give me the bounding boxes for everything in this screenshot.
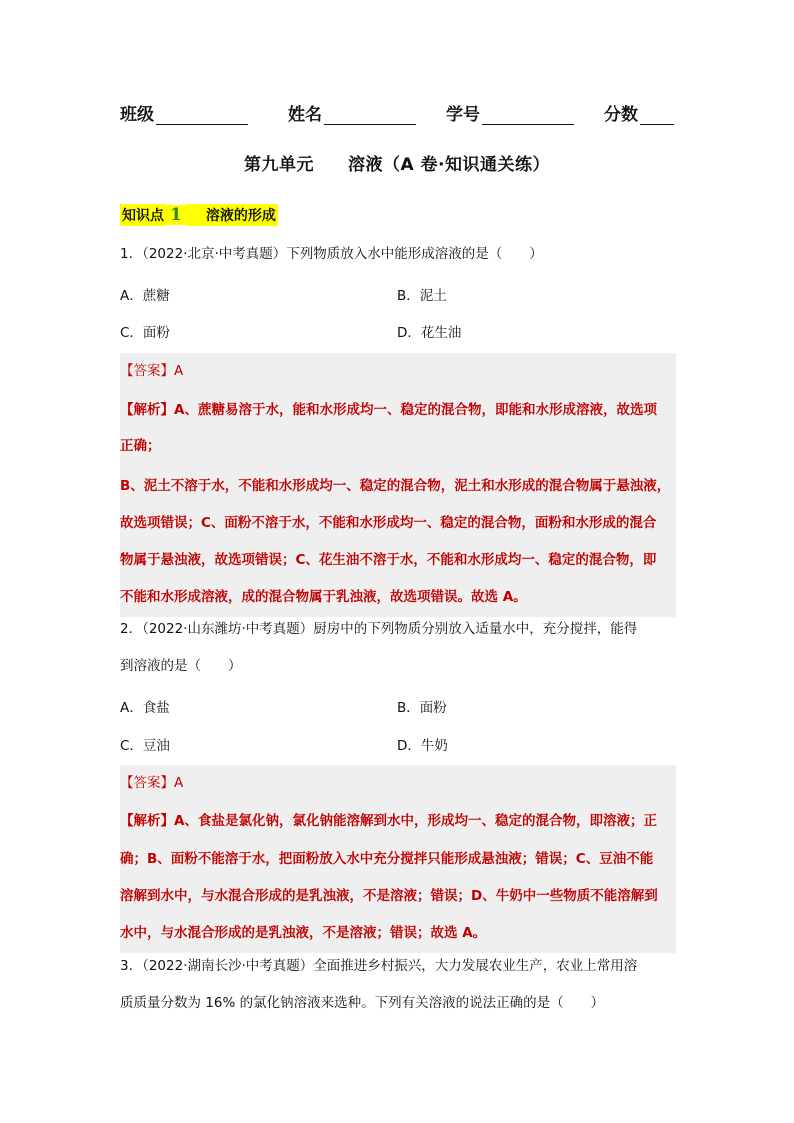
id-label: 学号 bbox=[446, 105, 480, 125]
section-heading bbox=[120, 204, 278, 226]
name-blank-line[interactable] bbox=[324, 104, 416, 125]
q1-option-c[interactable]: C．面粉 bbox=[120, 325, 170, 341]
id-field[interactable] bbox=[446, 100, 574, 125]
question-3-stem bbox=[120, 948, 680, 1022]
q1-analysis-line: 不能和水形成溶液，成的混合物属于乳浊液，故选项错误。故选 A。 bbox=[120, 589, 527, 605]
section-prefix: 知识点 bbox=[120, 204, 166, 226]
q1-analysis-line: 故选项错误；C、面粉不溶于水，不能和水形成均一、稳定的混合物，面粉和水形成的混合 bbox=[120, 515, 657, 531]
stem-line: 2．（2022·山东潍坊·中考真题）厨房中的下列物质分别放入适量水中，充分搅拌，能得 bbox=[120, 621, 638, 637]
q1-option-a[interactable]: A．蔗糖 bbox=[120, 288, 170, 304]
question-1-stem bbox=[120, 236, 680, 273]
q2-analysis-line: 溶解到水中，与水混合形成的是乳浊液，不是溶液；错误；D、牛奶中一些物质不能溶解到 bbox=[120, 888, 658, 904]
question-2-stem bbox=[120, 611, 680, 685]
q2-answer-box bbox=[120, 765, 676, 953]
q1-answer-box bbox=[120, 353, 676, 617]
document-title bbox=[0, 150, 794, 175]
class-blank-line[interactable] bbox=[156, 104, 248, 125]
id-blank-line[interactable] bbox=[482, 104, 574, 125]
name-field[interactable] bbox=[288, 100, 416, 125]
section-name: 溶液的形成 bbox=[204, 204, 278, 226]
q1-answer: 【答案】A bbox=[120, 363, 184, 379]
q2-analysis-line: 【解析】A、食盐是氯化钠，氯化钠能溶解到水中，形成均一、稳定的混合物，即溶液；正 bbox=[120, 813, 657, 829]
q2-answer: 【答案】A bbox=[120, 775, 184, 791]
score-label: 分数 bbox=[604, 105, 638, 125]
topic-title: 溶液（A 卷·知识通关练） bbox=[347, 155, 551, 175]
q1-analysis-line: 物属于悬浊液，故选项错误；C、花生油不溶于水，不能和水形成均一、稳定的混合物，即 bbox=[120, 552, 657, 568]
q1-analysis-line: 正确； bbox=[120, 438, 161, 454]
q2-analysis-line: 确；B、面粉不能溶于水，把面粉放入水中充分搅拌只能形成悬浊液；错误；C、豆油不能 bbox=[120, 851, 654, 867]
q1-option-b[interactable]: B．泥土 bbox=[397, 288, 447, 304]
score-field[interactable] bbox=[604, 100, 674, 125]
stem-line: 1．（2022·北京·中考真题）下列物质放入水中能形成溶液的是（ ） bbox=[120, 246, 543, 262]
stem-line: 3．（2022·湖南长沙·中考真题）全面推进乡村振兴，大力发展农业生产，农业上常用溶 bbox=[120, 958, 638, 974]
name-label: 姓名 bbox=[288, 105, 322, 125]
class-field[interactable] bbox=[120, 100, 248, 125]
student-info-row bbox=[120, 100, 680, 128]
unit-title: 第九单元 bbox=[243, 155, 314, 175]
q1-option-d[interactable]: D．花生油 bbox=[397, 325, 462, 341]
q1-analysis-line: B、泥土不溶于水，不能和水形成均一、稳定的混合物，泥土和水形成的混合物属于悬浊液， bbox=[120, 478, 671, 494]
section-number: 1 bbox=[166, 205, 186, 225]
q1-analysis-line: 【解析】A、蔗糖易溶于水，能和水形成均一、稳定的混合物，即能和水形成溶液，故选项 bbox=[120, 402, 657, 418]
class-label: 班级 bbox=[120, 105, 154, 125]
q2-analysis-line: 水中，与水混合形成的是乳浊液，不是溶液；错误；故选 A。 bbox=[120, 925, 487, 941]
q2-option-c[interactable]: C．豆油 bbox=[120, 738, 170, 754]
score-blank-line[interactable] bbox=[640, 104, 674, 125]
q2-option-a[interactable]: A．食盐 bbox=[120, 700, 170, 716]
q2-option-b[interactable]: B．面粉 bbox=[397, 700, 447, 716]
stem-line: 到溶液的是（ ） bbox=[120, 658, 242, 674]
q2-option-d[interactable]: D．牛奶 bbox=[397, 738, 448, 754]
stem-line: 质质量分数为 16% 的氯化钠溶液来选种。下列有关溶液的说法正确的是（ ） bbox=[120, 995, 605, 1011]
